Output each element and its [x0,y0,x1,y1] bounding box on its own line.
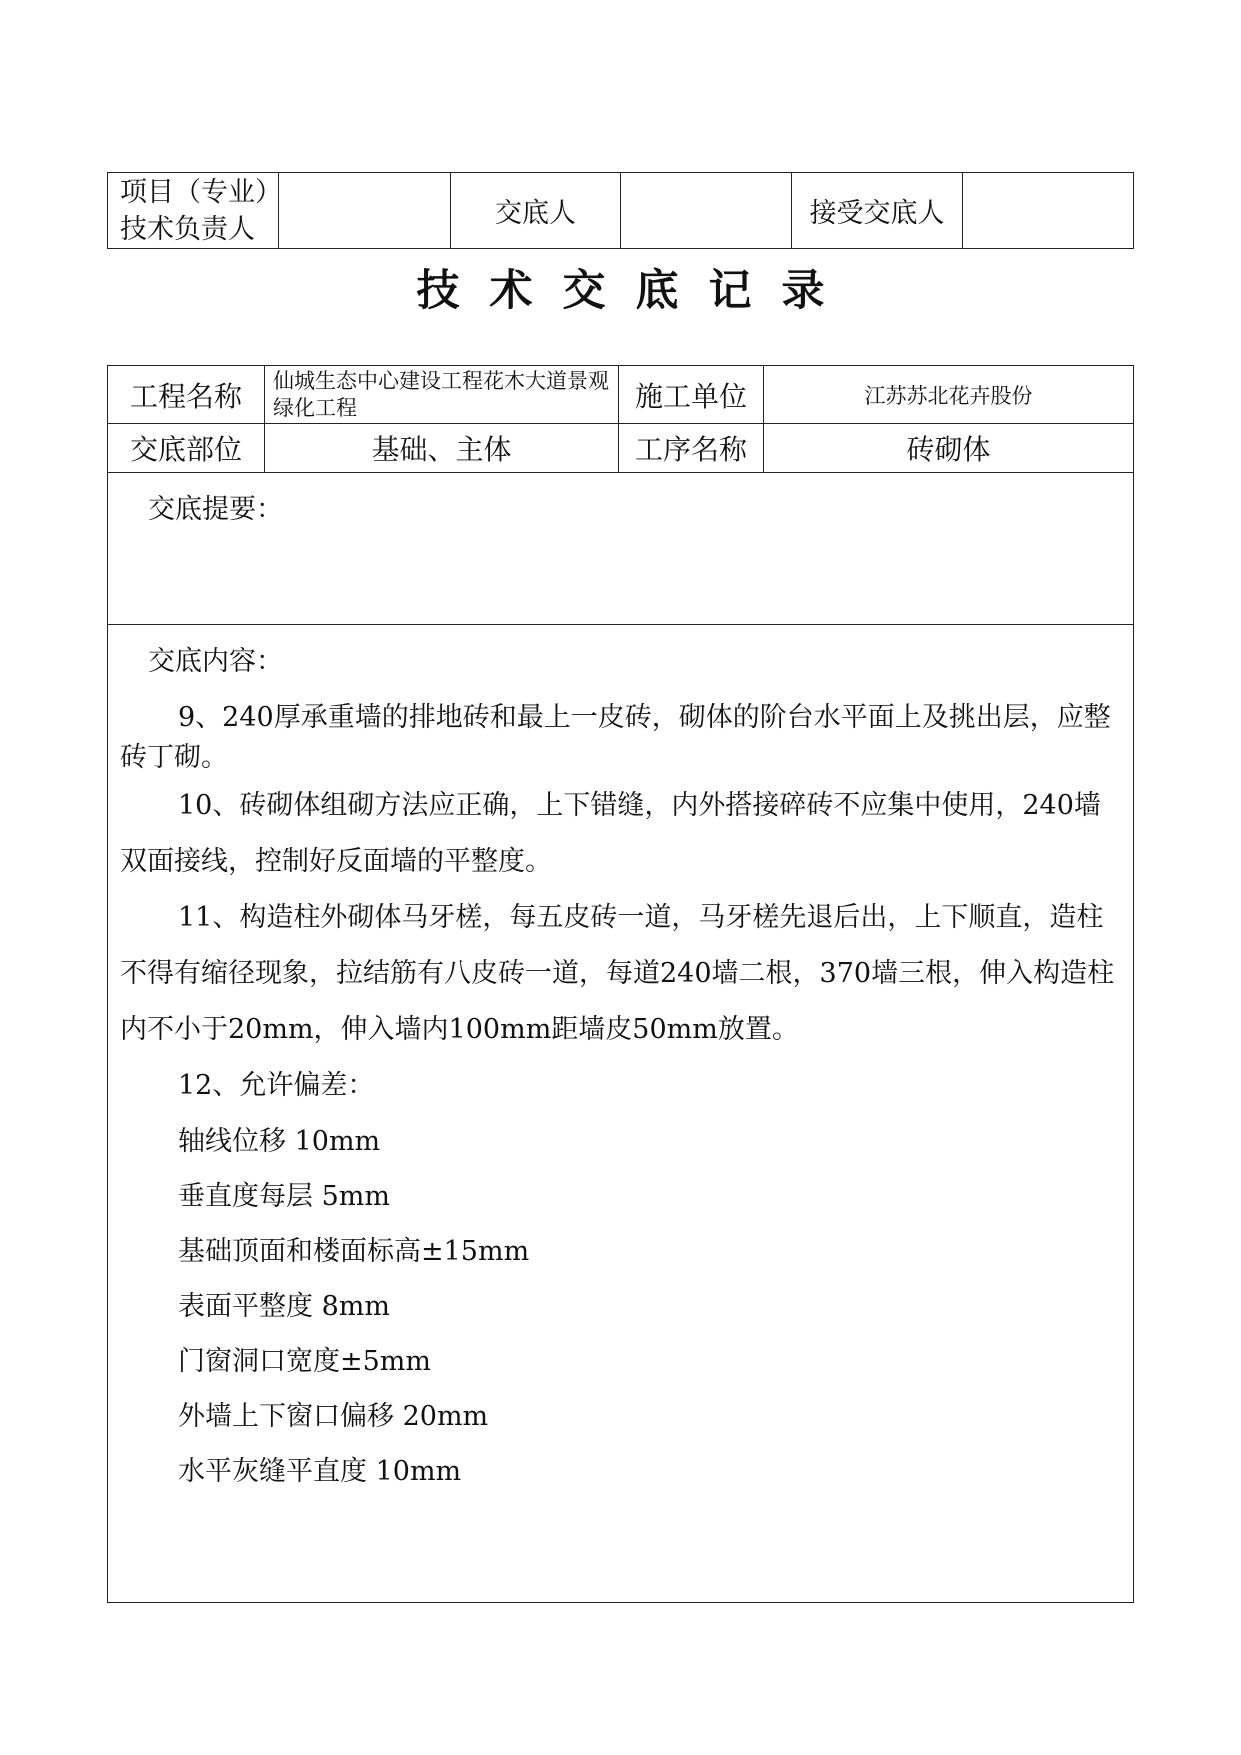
project-lead-signature-field[interactable] [279,173,451,249]
disclosure-form-table [107,365,1134,1603]
summary-label: 交底提要： [148,494,283,525]
document-title: 技术交底记录 [416,266,855,316]
project-name-label: 工程名称 [108,366,265,424]
discloser-signature-field[interactable] [621,173,792,249]
project-name-value: 仙城生态中心建设工程花木大道景观绿化工程 [265,366,619,424]
tolerance-item: 门窗洞口宽度±5mm [178,1346,432,1377]
part-value: 基础、主体 [265,424,619,473]
receiver-signature-field[interactable] [963,173,1134,249]
discloser-label: 交底人 [451,173,621,249]
project-lead-label-line1: 项目（专业） [120,176,282,208]
content-section [108,625,1134,1603]
project-lead-label [108,173,282,249]
construction-unit-label: 施工单位 [619,366,764,424]
tolerance-item: 表面平整度 8mm [178,1291,390,1322]
tolerance-item: 外墙上下窗口偏移 20mm [178,1401,489,1432]
tolerance-item: 基础顶面和楼面标高±15mm [178,1236,530,1267]
summary-section [108,473,1134,625]
content-item-10: 10、砖砌体组砌方法应正确，上下错缝，内外搭接碎砖不应集中使用，240墙双面接线，控制好反面墙的平整度。 [120,790,1101,877]
tolerance-item: 垂直度每层 5mm [178,1181,390,1212]
process-label: 工序名称 [619,424,764,473]
tolerance-item: 水平灰缝平直度 10mm [178,1456,462,1487]
content-label: 交底内容： [148,646,283,677]
tolerance-title: 12、允许偏差： [178,1070,375,1101]
content-item-11: 11、构造柱外砌体马牙槎，每五皮砖一道，马牙槎先退后出，上下顺直，造柱不得有缩径现象，拉结筋有八皮砖一道，每道240墙二根，370墙三根，伸入构造柱内不小于20mm，伸入墙内100mm距墙皮50mm放置。 [120,902,1115,1045]
tolerance-item: 轴线位移 10mm [178,1126,381,1157]
signature-table [107,172,1134,249]
process-value: 砖砌体 [764,424,1134,473]
part-label: 交底部位 [108,424,265,473]
receiver-label: 接受交底人 [792,173,963,249]
project-lead-label-line2: 技术负责人 [120,213,255,245]
content-item-9: 9、240厚承重墙的排地砖和最上一皮砖，砌体的阶台水平面上及挑出层，应整砖丁砌。 [120,702,1111,773]
construction-unit-value: 江苏苏北花卉股份 [764,366,1134,424]
